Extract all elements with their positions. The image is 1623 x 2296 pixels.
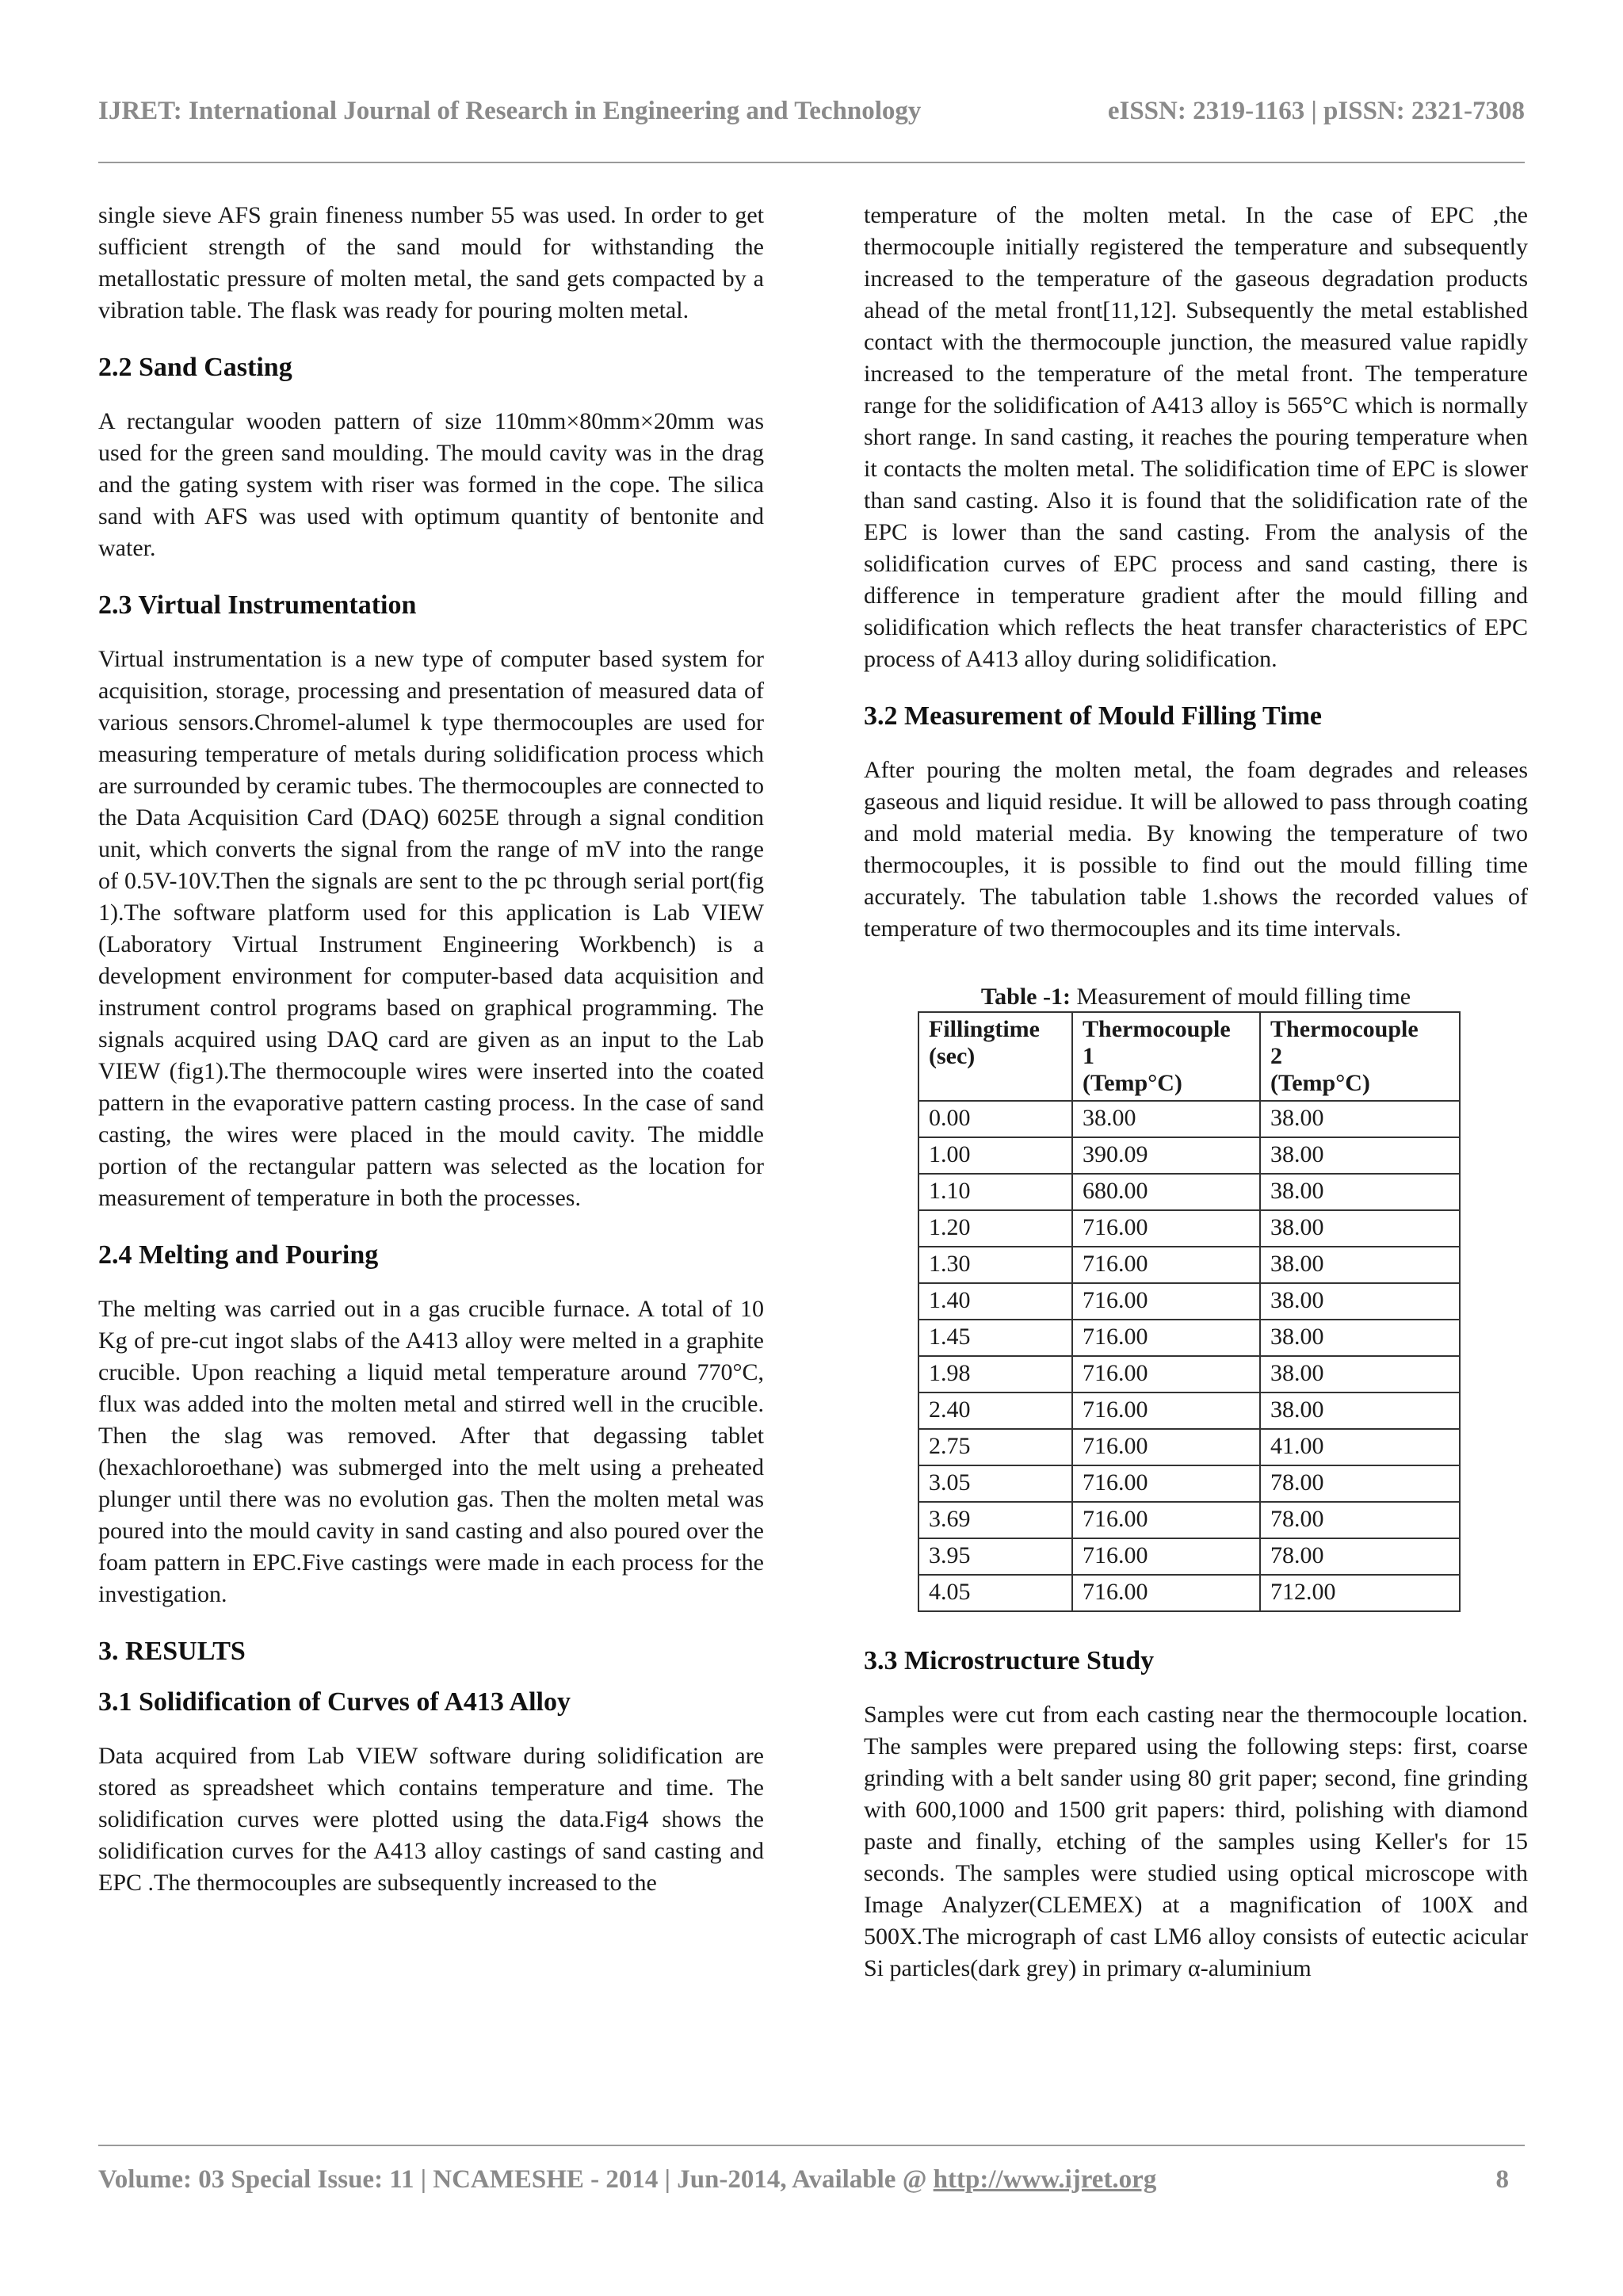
table-row [918,1174,1460,1210]
table-cell: 716.00 [1072,1283,1260,1320]
table-cell: 38.00 [1260,1137,1460,1174]
section-heading-microstructure: 3.3 Microstructure Study [864,1646,1155,1675]
table-cell: 38.00 [1260,1210,1460,1247]
microstructure-paragraph: Samples were cut from each casting near the thermocouple location. The samples were prepared using the following steps: first, coarse grinding with a belt sander using 80 grit paper; second, fine grinding with 600,1000 and 1500 grit papers: third, polishing with diamond paste and finally, etching of the samples using Keller's for 15 seconds. The samples were studied using optical microscope with Image Analyzer(CLEMEX) at a magnification of 100X and 500X.The micrograph of cast LM6 alloy consists of eutectic acicular Si particles(dark grey) in primary α-aluminium [864,1702,1528,1981]
sand-casting-paragraph: A rectangular wooden pattern of size 110mm×80mm×20mm was used for the green sand moulding. The mould cavity was in the drag and the gating system with riser was formed in the cope. The silica sand with AFS was used with optimum quantity of bentonite and water. [98,408,764,561]
mould-filling-paragraph: After pouring the molten metal, the foam degrades and releases gaseous and liquid residue. It will be allowed to pass through coating and mold material media. By knowing the temperature of two thermocouples, it is possible to find out the mould filling time accurately. The tabulation table 1.shows the recorded values of temperature of two thermocouples and its time intervals. [864,757,1528,942]
journal-link[interactable]: http://www.ijret.org [933,2165,1157,2194]
table-row [918,1465,1460,1502]
table-cell: 3.05 [918,1465,1072,1502]
table-cell: 716.00 [1072,1429,1260,1465]
table-cell: 716.00 [1072,1392,1260,1429]
footer-text: Volume: 03 Special Issue: 11 | NCAMESHE - 2014 | Jun-2014, Available @ [98,2165,934,2194]
table-cell: 0.00 [918,1101,1072,1137]
table-cell: 716.00 [1072,1247,1260,1283]
solidification-continued-paragraph: temperature of the molten metal. In the case of EPC ,the thermocouple initially registered the temperature and subsequently increased to the temperature of the gaseous degradation products ahead of the metal front[11,12]. Subsequently the metal established contact with the thermocouple junction, the measured value rapidly increased to the temperature of the metal front. The temperature range for the solidification of A413 alloy is 565°C which is normally short range. In sand casting, it reaches the pouring temperature when it contacts the molten metal. The solidification time of EPC is slower than sand casting. Also it is found that the solidification rate of the EPC is lower than the sand casting. From the analysis of the solidification curves of EPC process and sand casting, there is difference in temperature gradient after the mould filling and solidification which reflects the heat transfer characteristics of EPC process of A413 alloy during solidification. [864,202,1528,672]
page-number: 8 [1495,2165,1509,2194]
table-cell: 38.00 [1072,1101,1260,1137]
left-column [98,200,764,1899]
table-cell: 716.00 [1072,1502,1260,1538]
melting-paragraph: The melting was carried out in a gas crucible furnace. A total of 10 Kg of pre-cut ingot slabs of the A413 alloy were melted in a graphite crucible. Upon reaching a liquid metal temperature around 770°C, flux was added into the molten metal and stirred well in the crucible. Then the slag was removed. After that degassing tablet (hexachloroethane) was submerged into the melt using a preheated plunger until there was no evolution gas. Then the molten metal was poured into the mould cavity in sand casting and also poured over the foam pattern in EPC.Five castings were made in each process for the investigation. [98,1296,764,1607]
table-cell: 38.00 [1260,1320,1460,1356]
table-cell: 1.98 [918,1356,1072,1392]
table-row [918,1283,1460,1320]
intro-paragraph: single sieve AFS grain fineness number 55 was used. In order to get sufficient strength of the sand mould for withstanding the metallostatic pressure of molten metal, the sand gets compacted by a vibration table. The flask was ready for pouring molten metal. [98,202,764,323]
header-rule [98,162,1525,163]
table-cell: 712.00 [1260,1575,1460,1611]
table-cell: 38.00 [1260,1174,1460,1210]
table-caption-text: Measurement of mould filling time [1070,984,1411,1010]
right-column [864,200,1528,1985]
issn-info: eISSN: 2319-1163 | pISSN: 2321-7308 [1107,97,1525,125]
table-header-cell: Thermocouple 1 (Temp°C) [1072,1012,1260,1101]
table-cell: 4.05 [918,1575,1072,1611]
table-cell: 38.00 [1260,1283,1460,1320]
table-cell: 1.20 [918,1210,1072,1247]
table-cell: 716.00 [1072,1465,1260,1502]
table-row [918,1101,1460,1137]
table-cell: 716.00 [1072,1356,1260,1392]
section-heading-mould-filling: 3.2 Measurement of Mould Filling Time [864,701,1322,731]
table-cell: 1.30 [918,1247,1072,1283]
table-row [918,1502,1460,1538]
table-cell: 716.00 [1072,1575,1260,1611]
table-cell: 78.00 [1260,1538,1460,1575]
table-row [918,1247,1460,1283]
table-cell: 1.00 [918,1137,1072,1174]
table-cell: 1.45 [918,1320,1072,1356]
table-row [918,1356,1460,1392]
table-cell: 716.00 [1072,1320,1260,1356]
table-cell: 3.69 [918,1502,1072,1538]
footer-rule [98,2145,1525,2146]
table-cell: 78.00 [1260,1465,1460,1502]
table-header-cell: Fillingtime (sec) [918,1012,1072,1101]
table-caption-label: Table -1: [980,984,1071,1010]
table-row [918,1320,1460,1356]
table-cell: 716.00 [1072,1538,1260,1575]
table-cell: 38.00 [1260,1392,1460,1429]
table-row [918,1137,1460,1174]
table-cell: 1.40 [918,1283,1072,1320]
table-row [918,1392,1460,1429]
table-cell: 38.00 [1260,1356,1460,1392]
table-row [918,1210,1460,1247]
table-row [918,1429,1460,1465]
table-cell: 38.00 [1260,1101,1460,1137]
table-header-cell: Thermocouple 2 (Temp°C) [1260,1012,1460,1101]
virtual-instrumentation-paragraph: Virtual instrumentation is a new type of computer based system for acquisition, storage, processing and presentation of measured data of various sensors.Chromel-alumel k type thermocouples are used for measuring temperature of metals during solidification process which are surrounded by ceramic tubes. The thermocouples are connected to the Data Acquisition Card (DAQ) 6025E through a signal condition unit, which converts the signal from the range of mV into the range of 0.5V-10V.Then the signals are sent to the pc through serial port(fig 1).The software platform used for this application is Lab VIEW (Laboratory Virtual Instrument Engineering Workbench) is a development environment for computer-based data acquisition and instrument control programs based on graphical programming. The signals acquired using DAQ card are given as an input to the Lab VIEW (fig1).The thermocouple wires were inserted into the coated pattern in the evaporative pattern casting process. In the case of sand casting, the wires were placed in the mould cavity. The middle portion of the rectangular pattern was selected as the location for measurement of temperature in both the processes. [98,646,764,1211]
section-heading-results: 3. RESULTS [98,1637,246,1666]
table-caption [864,983,1528,1011]
table-cell: 2.75 [918,1429,1072,1465]
section-heading-sand-casting: 2.2 Sand Casting [98,353,292,382]
table-cell: 680.00 [1072,1174,1260,1210]
table-cell: 1.10 [918,1174,1072,1210]
table-cell: 78.00 [1260,1502,1460,1538]
table-cell: 38.00 [1260,1247,1460,1283]
table-cell: 716.00 [1072,1210,1260,1247]
page-header [98,97,1525,136]
table-cell: 2.40 [918,1392,1072,1429]
section-heading-solidification: 3.1 Solidification of Curves of A413 Alloy [98,1687,571,1717]
section-heading-melting: 2.4 Melting and Pouring [98,1240,379,1270]
table-cell: 3.95 [918,1538,1072,1575]
page-footer [98,2165,1525,2203]
solidification-paragraph: Data acquired from Lab VIEW software during solidification are stored as spreadsheet which contains temperature and time. The solidification curves were plotted using the data.Fig4 shows the solidification curves for the A413 alloy castings of sand casting and EPC .The thermocouples are subsequently increased to the [98,1743,764,1896]
mould-filling-table [918,1011,1461,1612]
section-heading-virtual-instrumentation: 2.3 Virtual Instrumentation [98,590,417,620]
table-cell: 41.00 [1260,1429,1460,1465]
table-row [918,1575,1460,1611]
journal-title: IJRET: International Journal of Research in Engineering and Technology [98,97,922,125]
table-header-row [918,1012,1460,1101]
table-cell: 390.09 [1072,1137,1260,1174]
table-row [918,1538,1460,1575]
